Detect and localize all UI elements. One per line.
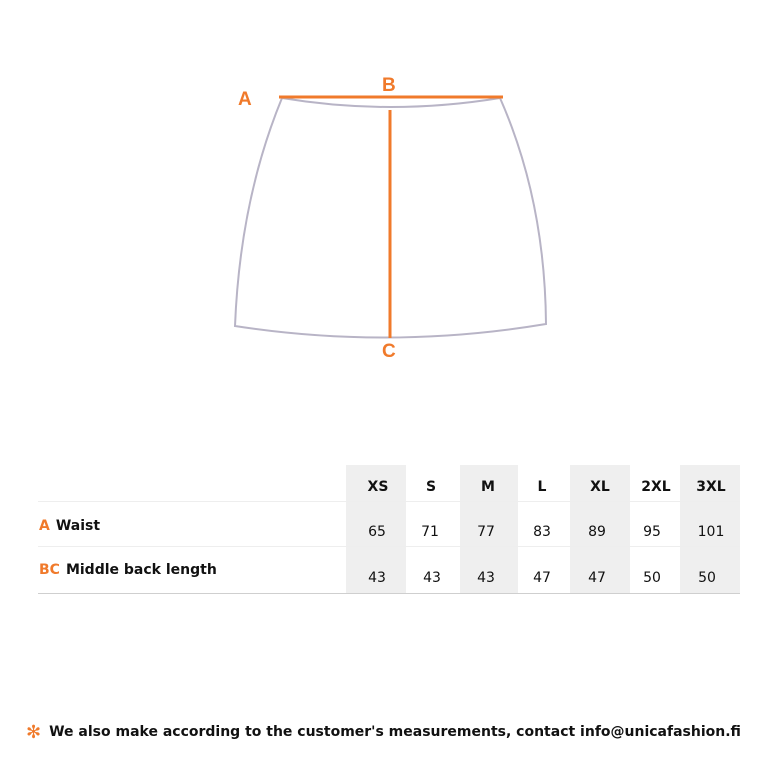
row-name: Middle back length: [65, 562, 217, 578]
note-text: We also make according to the customer's measurements, contact info@unicafashion.fi: [49, 724, 741, 740]
header-size-2xl: 2XL: [641, 479, 671, 495]
custom-measurements-note: [26, 724, 741, 742]
cell-length-3xl: 50: [698, 570, 716, 586]
row-label-middle-back-length: [39, 563, 217, 577]
cell-waist-s: 71: [421, 524, 439, 540]
cell-length-l: 47: [533, 570, 551, 586]
header-size-xs: XS: [367, 479, 389, 495]
header-size-m: M: [481, 479, 495, 495]
cell-length-xl: 47: [588, 570, 606, 586]
cell-waist-xs: 65: [368, 524, 386, 540]
table-bottom-border: [38, 593, 740, 594]
cell-waist-2xl: 95: [643, 524, 661, 540]
cell-waist-3xl: 101: [697, 524, 725, 540]
cell-length-xs: 43: [368, 570, 386, 586]
cell-waist-xl: 89: [588, 524, 606, 540]
header-size-l: L: [537, 479, 547, 495]
header-size-s: S: [425, 479, 437, 495]
header-size-xl: XL: [590, 479, 610, 495]
header-divider: [38, 501, 740, 502]
cell-length-2xl: 50: [643, 570, 661, 586]
asterisk-icon: ✻: [26, 722, 42, 743]
cell-waist-l: 83: [533, 524, 551, 540]
row-code: BC: [39, 562, 60, 578]
cell-length-m: 43: [477, 570, 495, 586]
row-name: Waist: [55, 518, 101, 534]
label-b: B: [382, 75, 396, 96]
cell-waist-m: 77: [477, 524, 495, 540]
row-label-waist: [39, 519, 100, 533]
label-c: C: [382, 341, 396, 362]
row-code: A: [39, 518, 50, 534]
row-divider: [38, 546, 740, 547]
label-a: A: [238, 89, 252, 110]
cell-length-s: 43: [423, 570, 441, 586]
header-size-3xl: 3XL: [696, 479, 726, 495]
